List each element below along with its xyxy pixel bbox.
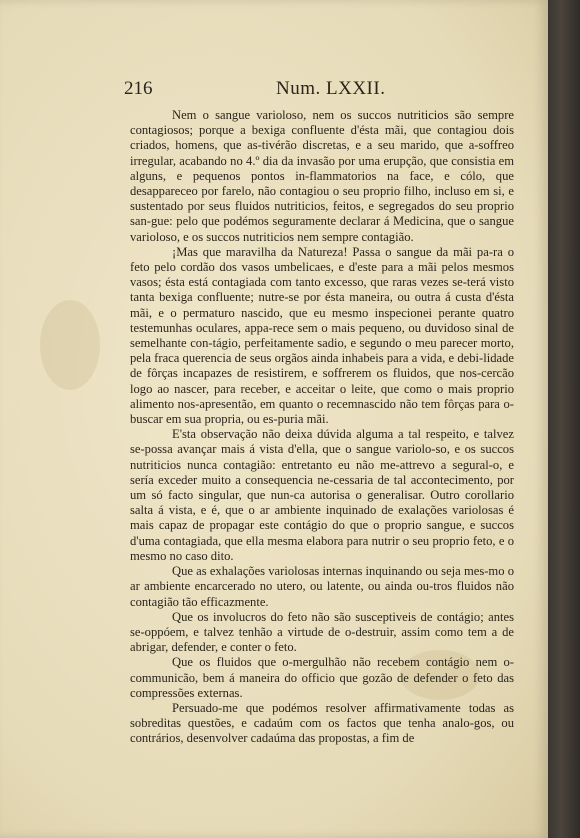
paragraph: Que os involucros do feto não são susceptiveis de contágio; antes se-oppóem, e talvez tenhão a virtude de o-destruir, assim como tem a de abrigar, defender, e conter o feto. <box>130 609 514 655</box>
paragraph: Persuado-me que podémos resolver affirmativamente todas as sobreditas questões, e cadaúm com os factos que tenha analo-gos, ou contrários, desenvolver cadaúma das propostas, a fim de <box>130 700 514 746</box>
paragraph: E'sta observação não deixa dúvida alguma a tal respeito, e talvez se-possa avançar mais á vista d'ella, que o sangue variolo-so, e os succos nutriticios nunca contagião: entretanto eu não me-attrevo a segural-o, e sería exceder muito a consequencia ne-cessaria de tal accontecimento, por um só facto singular, que nun-ca autorisa o generalisar. Outro corollario salta á vista, e é, que o ar ambiente inquinado de exalações variolosas é mais capaz de propagar este contágio do que o proprio sangue, e succos d'uma contagiada, que ella mesma elabora para nutrir o seu proprio feto, e o mesmo no caso dito. <box>130 427 514 563</box>
paragraph: Que as exhalações variolosas internas inquinando ou seja mes-mo o ar ambiente encarcerado no utero, ou latente, ou ainda ou-tros fluidos não contagião tão efficazmente. <box>130 564 514 609</box>
paragraph: ¡Mas que maravilha da Natureza! Passa o sangue da mãi pa-ra o feto pelo cordão dos vasos umbelicaes, e d'este para a mãi pelos mesmos vasos; ésta está contagiada com tanto excesso, que raras vezes se-terá visto tanta bexiga confluente; nutre-se por ésta maneira, ou outra á custa d'ésta mãi, e o permaturo nascido, que eu mesmo inspecionei perante quatro testemunhas oculares, appa-rece sem o mais pequeno, ou duvidoso sinal de semelhante con-tágio, perfeitamente sadio, e segundo o meu parecer morto, pela fraca querencia de seus orgãos ainda inhabeis para a vida, e debi-lidade de fôrças incapazes de resistirem, e soffrerem os fluidos, que nos-cercão logo ao nascer, para receber, e acceitar o leite, que como o mais proprio alimento nos-apresentão, em quanto o recemnascido não tem fôrças para o-buscar em sua propria, ou es-puria mãi. <box>130 244 514 427</box>
paragraph: Nem o sangue varioloso, nem os succos nutriticios são sempre contagiosos; porque a bexiga confluente d'ésta mãi, que contagiou dois criados, homens, que as-tivérão discretas, e a seu marido, que a-soffreo irregular, acabando no 4.º dia da invasão por uma erupção, que consistia em alguns, e pequenos pontos in-flammatorios na face, e cólo, que desappareceo por farelo, não contagiou o seu proprio filho, incluso em si, e sustentado por seus fluidos nutriticios, feitos, e segregados do seu proprio san-gue: pelo que podémos seguramente declarar á Medicina, que o sangue varioloso, e os succos nutriticios nem sempre contagião. <box>130 108 514 244</box>
body-text <box>130 108 514 747</box>
page-number: 216 <box>124 78 153 99</box>
paper-stain <box>40 300 100 390</box>
issue-title: Num. LXXII. <box>276 78 386 99</box>
paragraph: Que os fluidos que o-mergulhão não recebem contágio nem o-communicão, bem á maneira do officio que gozão de defender o feto das compressões externas. <box>130 655 514 700</box>
book-gutter <box>548 0 580 838</box>
page-header <box>124 78 504 104</box>
